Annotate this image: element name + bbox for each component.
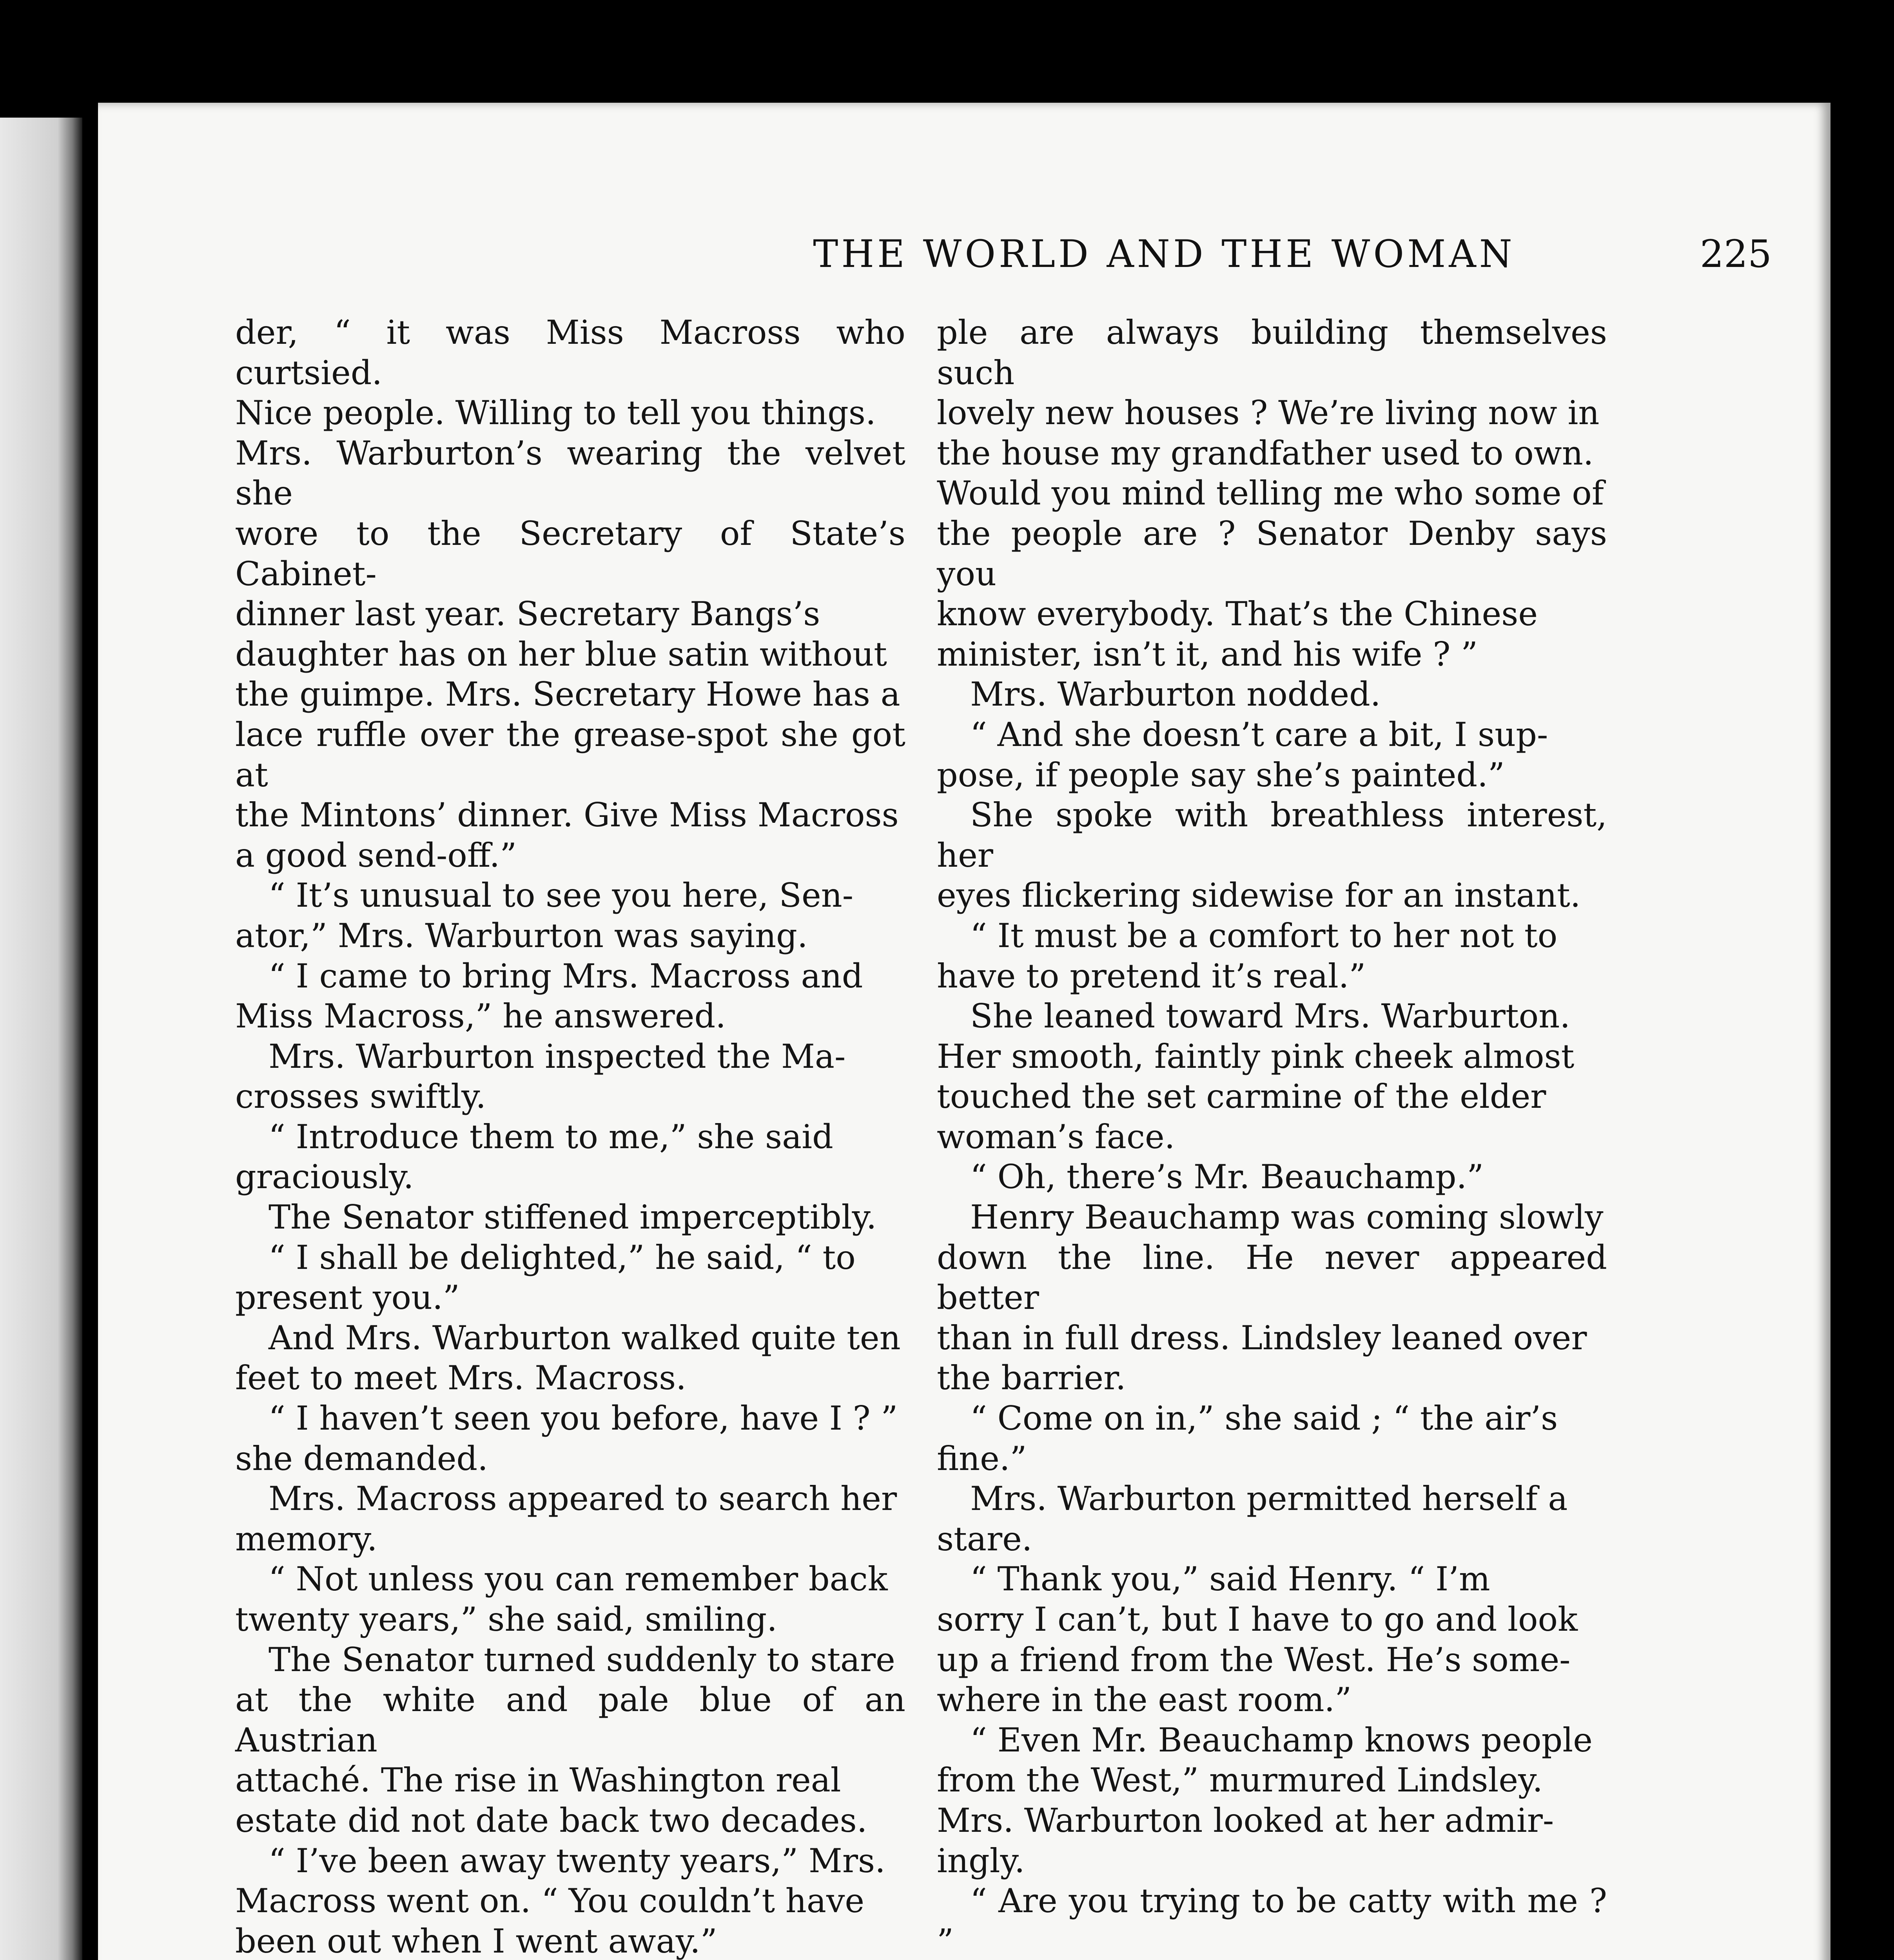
paragraph: “ It’s unusual to see you here, Sen- ator,” Mrs. Warburton was saying.: [235, 876, 854, 955]
text-column-right: [937, 312, 1607, 1960]
paragraph: Henry Beauchamp was coming slowly down the line. He never appeared better than in full dress. Lindsley leaned over the barrier.: [937, 1198, 1607, 1397]
paragraph: “ I’ve been away twenty years,” Mrs. Macross went on. “ You couldn’t have been out when I went away.”: [235, 1841, 885, 1960]
paragraph: And Mrs. Warburton walked quite ten feet to meet Mrs. Macross.: [235, 1318, 901, 1397]
paragraph: “ I shall be delighted,” he said, “ to present you.”: [235, 1238, 856, 1317]
text-column-left: [235, 312, 905, 1960]
paragraph: der, “ it was Miss Macross who curtsied. Nice people. Willing to tell you things. Mrs. Warburton’s wearing the velvet she wore to the Secretary of State’s Cabinet- dinner last year. Secretary Bangs’s daughter has on her blue satin without the guimpe. Mrs. Secretary Howe has a lace ruffle over the grease-spot she got at the Mintons’ dinner. Give Miss Macross a good send-off.”: [235, 313, 905, 875]
adjacent-page-edge: [0, 118, 82, 1960]
paragraph: Mrs. Warburton inspected the Ma- crosses swiftly.: [235, 1037, 846, 1116]
paragraph: Mrs. Warburton permitted herself a stare.: [937, 1479, 1568, 1558]
paragraph: “ Introduce them to me,” she said graciously.: [235, 1117, 833, 1196]
paragraph: “ Oh, there’s Mr. Beauchamp.”: [970, 1158, 1484, 1196]
paragraph: The Senator stiffened imperceptibly.: [268, 1198, 877, 1237]
page-number: 225: [1700, 232, 1772, 276]
paragraph: She leaned toward Mrs. Warburton. Her smooth, faintly pink cheek almost touched the set carmine of the elder woman’s face.: [937, 997, 1575, 1156]
paragraph: “ Come on in,” she said ; “ the air’s fine.”: [937, 1399, 1558, 1478]
paragraph: “ Even Mr. Beauchamp knows people from the West,” murmured Lindsley. Mrs. Warburton looked at her admir- ingly.: [937, 1720, 1593, 1880]
paragraph: Mrs. Macross appeared to search her memory.: [235, 1479, 897, 1558]
paragraph: She spoke with breathless interest, her eyes flickering sidewise for an instant.: [937, 796, 1607, 915]
book-page: [98, 103, 1831, 1960]
paragraph: “ Are you trying to be catty with me ? ”: [937, 1882, 1607, 1960]
paragraph: The Senator turned suddenly to stare at the white and pale blue of an Austrian attaché. The rise in Washington real estate did not date back two decades.: [235, 1640, 905, 1840]
paragraph: “ Thank you,” said Henry. “ I’m sorry I can’t, but I have to go and look up a friend from the West. He’s some- where in the east room.”: [937, 1560, 1578, 1719]
paragraph: “ I haven’t seen you before, have I ? ” she demanded.: [235, 1399, 898, 1478]
paragraph: Mrs. Warburton nodded.: [970, 675, 1381, 714]
paragraph: “ And she doesn’t care a bit, I sup- pose, if people say she’s painted.”: [937, 715, 1548, 794]
paragraph: “ It must be a comfort to her not to have to pretend it’s real.”: [937, 916, 1558, 995]
paragraph: “ Not unless you can remember back twenty years,” she said, smiling.: [235, 1560, 888, 1639]
paragraph: ple are always building themselves such lovely new houses ? We’re living now in the house my grandfather used to own. Would you mind telling me who some of the people are ? Senator Denby says you know everybody. That’s the Chinese minister, isn’t it, and his wife ? ”: [937, 313, 1607, 673]
paragraph: “ I came to bring Mrs. Macross and Miss Macross,” he answered.: [235, 956, 863, 1036]
running-title: THE WORLD AND THE WOMAN: [813, 232, 1515, 276]
